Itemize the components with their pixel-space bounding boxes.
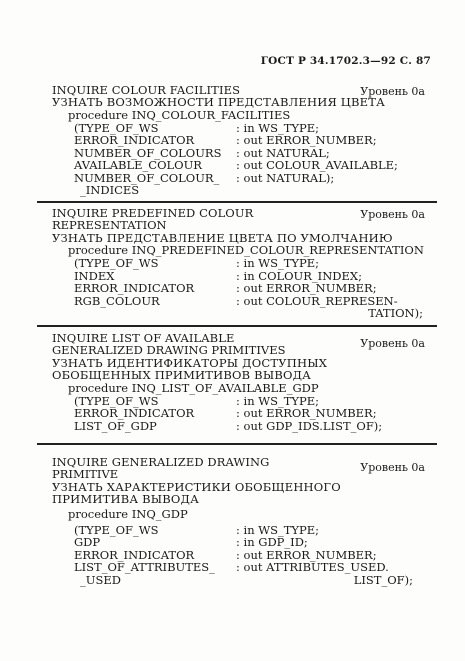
param-row [42, 394, 435, 407]
param-row [42, 133, 435, 146]
param-type-continuation: TATION); [368, 306, 423, 320]
procedure-signature: procedure INQ_PREDEFINED_COLOUR_REPRESENTATION [68, 243, 424, 257]
param-name: NUMBER_OF_COLOUR_ [74, 170, 220, 185]
section-title-ru-cont: ОБОБЩЕННЫХ ПРИМИТИВОВ ВЫВОДА [52, 368, 312, 382]
param-row [42, 146, 435, 159]
param-row [42, 548, 435, 561]
section-title-cont: GENERALIZED DRAWING PRIMITIVES [52, 343, 286, 357]
param-row [42, 256, 435, 269]
param-name: NUMBER_OF_COLOURS [74, 145, 222, 160]
param-row [42, 183, 435, 196]
param-type: : in WS_TYPE; [236, 256, 319, 270]
param-row [42, 158, 435, 171]
section-predefined-colour [42, 206, 435, 319]
param-row [42, 269, 435, 282]
page-header: ГОСТ Р 34.1702.3—92 С. 87 [260, 55, 431, 67]
param-type: : out COLOUR_REPRESEN- [236, 293, 398, 308]
param-name: _USED [80, 572, 121, 587]
param-name: GDP [74, 535, 101, 549]
param-type: : out ERROR_NUMBER; [236, 281, 377, 295]
procedure-signature: procedure INQ_COLOUR_FACILITIES [68, 107, 291, 122]
param-type: : out COLOUR_AVAILABLE; [236, 158, 398, 172]
param-type: : in GDP_ID; [236, 535, 308, 549]
param-row [42, 419, 435, 432]
section-colour-facilities [42, 83, 435, 196]
param-name: (TYPE_OF_WS [74, 522, 159, 537]
section-title-row [42, 83, 435, 98]
procedure-signature: procedure INQ_LIST_OF_AVAILABLE_GDP [68, 380, 319, 395]
section-title: INQUIRE PREDEFINED COLOUR [52, 206, 254, 220]
param-name: (TYPE_OF_WS [74, 256, 159, 270]
param-row [42, 171, 435, 184]
param-type: : out ATTRIBUTES_USED. [236, 560, 389, 574]
section-title-ru: УЗНАТЬ ИДЕНТИФИКАТОРЫ ДОСТУПНЫХ [52, 355, 328, 370]
section-title-ru-cont: ПРИМИТИВА ВЫВОДА [52, 492, 200, 506]
param-type: : out NATURAL; [236, 145, 330, 160]
param-name: RGB_COLOUR [74, 293, 160, 308]
section-available-gdp [42, 331, 435, 431]
procedure-signature: procedure INQ_GDP [68, 506, 188, 521]
param-row [42, 573, 435, 586]
param-type: : in WS_TYPE; [236, 522, 319, 537]
level-label: Уровень 0а [360, 461, 425, 474]
param-type: : in COLOUR_INDEX; [236, 268, 362, 283]
section-title-row [42, 206, 435, 221]
param-type: : in WS_TYPE; [236, 393, 319, 408]
param-row [42, 294, 435, 307]
param-row [42, 306, 435, 319]
param-name: ERROR_INDICATOR [74, 406, 195, 420]
param-name: ERROR_INDICATOR [74, 547, 195, 562]
param-row [42, 523, 435, 536]
section-inquire-gdp [42, 455, 435, 585]
param-row [42, 535, 435, 548]
param-name: (TYPE_OF_WS [74, 120, 159, 135]
section-divider [37, 201, 437, 203]
section-title: INQUIRE COLOUR FACILITIES [52, 83, 241, 97]
param-name: AVAILABLE_COLOUR [74, 158, 202, 172]
param-type: : in WS_TYPE; [236, 120, 319, 135]
section-title-ru: УЗНАТЬ ХАРАКТЕРИСТИКИ ОБОБЩЕННОГО [52, 479, 341, 494]
param-name: ERROR_INDICATOR [74, 133, 195, 147]
param-row [42, 406, 435, 419]
param-type: : out ERROR_NUMBER; [236, 406, 377, 420]
param-name: ERROR_INDICATOR [74, 281, 195, 295]
section-title-ru: УЗНАТЬ ВОЗМОЖНОСТИ ПРЕДСТАВЛЕНИЯ ЦВЕТА [52, 95, 386, 109]
param-type: : out ERROR_NUMBER; [236, 133, 377, 147]
section-title-cont: PRIMITIVE [52, 467, 119, 481]
param-type: : out ERROR_NUMBER; [236, 547, 377, 562]
param-row [42, 560, 435, 573]
section-title-cont: REPRESENTATION [52, 218, 167, 232]
param-name: _INDICES [80, 183, 140, 197]
param-name: (TYPE_OF_WS [74, 393, 159, 408]
section-divider [37, 443, 437, 445]
section-title: INQUIRE LIST OF AVAILABLE [52, 331, 235, 345]
section-title: INQUIRE GENERALIZED DRAWING [52, 455, 270, 469]
param-type: : out GDP_IDS.LIST_OF); [236, 418, 383, 433]
param-name: LIST_OF_GDP [74, 418, 157, 433]
param-name: INDEX [74, 268, 115, 283]
param-row [42, 281, 435, 294]
level-label: Уровень 0а [360, 85, 425, 98]
section-divider [37, 325, 437, 327]
level-label: Уровень 0а [360, 208, 425, 221]
param-type-continuation: LIST_OF); [353, 572, 413, 587]
section-title-ru: УЗНАТЬ ПРЕДСТАВЛЕНИЕ ЦВЕТА ПО УМОЛЧАНИЮ [52, 230, 393, 245]
level-label: Уровень 0а [360, 337, 425, 350]
param-type: : out NATURAL); [236, 170, 335, 185]
param-row [42, 121, 435, 134]
param-name: LIST_OF_ATTRIBUTES_ [74, 560, 215, 574]
